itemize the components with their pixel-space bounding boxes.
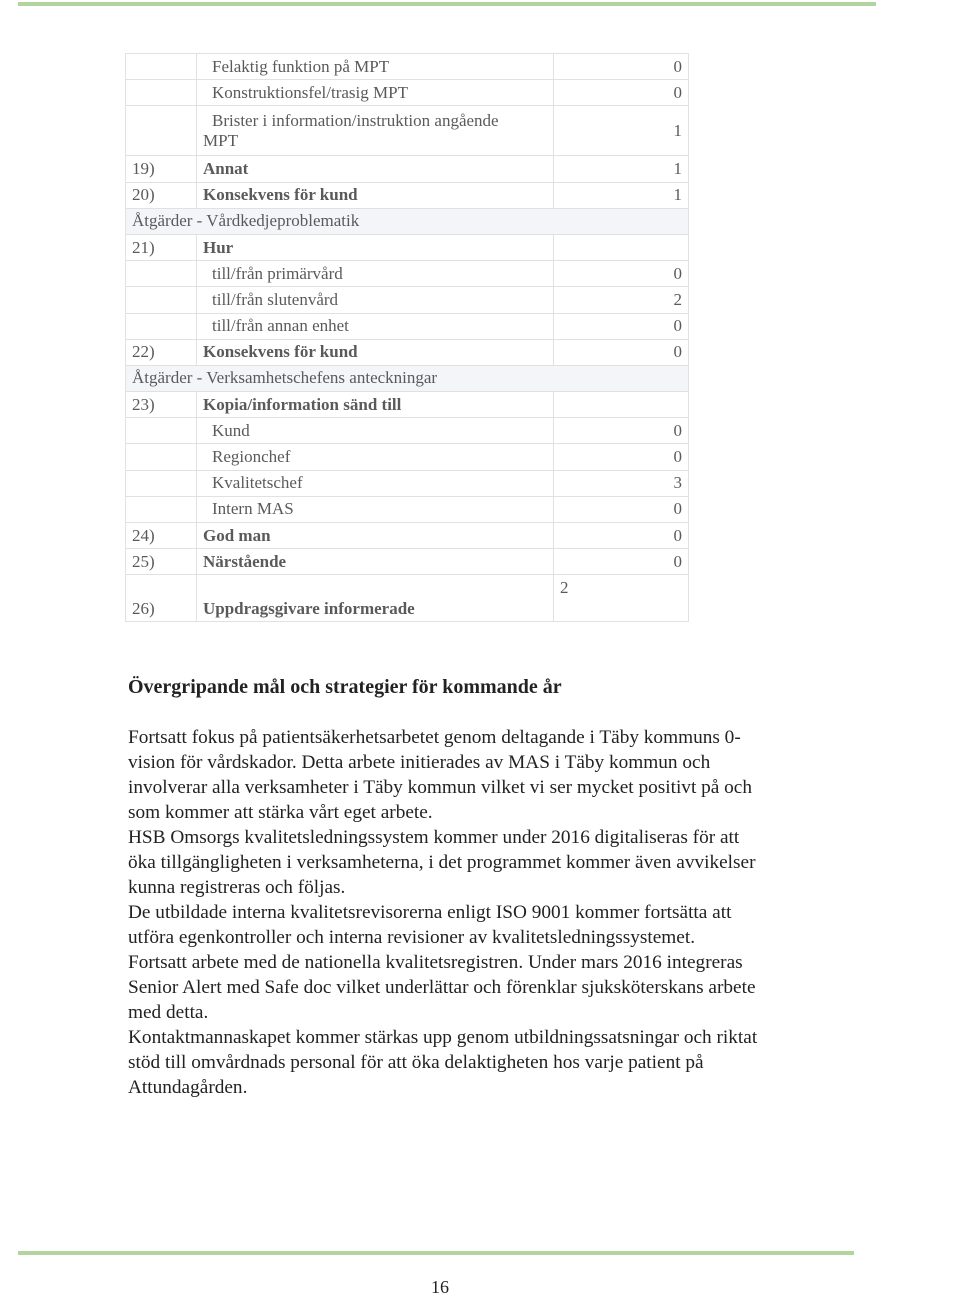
row-count: 2 [553,574,689,622]
row-number [125,496,196,522]
row-label: Kvalitetschef [196,470,553,496]
row-number: 23) [125,391,196,417]
row-count: 0 [553,313,689,339]
paragraph-quality-registers: Fortsatt arbete med de nationella kvalitetsregistren. Under mars 2016 integreras Senior Alert med Safe doc vilket underlättar och förenklar sjuksköterskans arbete med detta. [128,952,756,1023]
row-label: Intern MAS [196,496,553,522]
row-label: Konstruktionsfel/trasig MPT [196,79,553,105]
table-row [125,443,689,469]
row-label: Kopia/information sänd till [196,391,553,417]
table-row [125,417,689,443]
section-title: Åtgärder - Verksamhetschefens anteckningar [125,365,689,391]
row-label: Regionchef [196,443,553,469]
row-number [125,260,196,286]
row-count: 0 [553,53,689,79]
paragraph-quality-system: HSB Omsorgs kvalitetsledningssystem kommer under 2016 digitaliseras för att öka tillgängligheten i verksamheterna, i det programmet kommer även avvikelser kunna registreras och följas. [128,827,756,898]
row-count: 0 [553,339,689,365]
row-count: 1 [553,105,689,155]
row-label: Konsekvens för kund [196,339,553,365]
row-label: Närstående [196,548,553,574]
table-row [125,182,689,208]
row-label: Konsekvens för kund [196,182,553,208]
bottom-accent-rule [18,1251,854,1255]
table-row [125,234,689,260]
table-row [125,522,689,548]
row-number: 20) [125,182,196,208]
row-number [125,470,196,496]
row-number [125,313,196,339]
row-number [125,417,196,443]
table-row [125,548,689,574]
row-count [553,234,689,260]
paragraph-internal-audit: De utbildade interna kvalitetsrevisorerna enligt ISO 9001 kommer fortsätta att utföra egenkontroller och interna revisioner av kvalitetsledningssystemet. [128,902,732,948]
row-count: 2 [553,286,689,312]
row-count: 0 [553,417,689,443]
row-number [125,79,196,105]
table-row [125,313,689,339]
row-label: Annat [196,155,553,181]
table-row [125,79,689,105]
row-number [125,443,196,469]
row-number: 25) [125,548,196,574]
table-row [125,105,689,155]
row-count: 0 [553,260,689,286]
row-label: till/från primärvård [196,260,553,286]
row-number: 26) [125,574,196,622]
row-label [196,105,553,155]
row-label: God man [196,522,553,548]
row-number [125,105,196,155]
table-row [125,53,689,79]
row-count: 0 [553,79,689,105]
row-count: 0 [553,496,689,522]
row-label-line-1: Brister i information/instruktion angående [212,110,499,130]
top-accent-rule [18,2,876,6]
row-label: Kund [196,417,553,443]
row-number: 19) [125,155,196,181]
row-number: 21) [125,234,196,260]
table-row [125,339,689,365]
row-label: Uppdragsgivare informerade [196,574,553,622]
row-number: 24) [125,522,196,548]
row-label: till/från slutenvård [196,286,553,312]
section-title: Åtgärder - Vårdkedjeproblematik [125,208,689,234]
table-section-row [125,208,689,234]
row-count: 0 [553,522,689,548]
table-row [125,496,689,522]
paragraph-zero-vision: Fortsatt fokus på patientsäkerhetsarbetet genom deltagande i Täby kommuns 0-vision för vårdskador. Detta arbete initierades av MAS i Täby kommun och involverar alla verksamheter i Täby kommun vilket vi ser mycket positivt på och som kommer att stärka vårt eget arbete. [128,727,752,823]
deviation-report-table [125,53,689,622]
table-row [125,155,689,181]
row-count: 1 [553,182,689,208]
row-label: Felaktig funktion på MPT [196,53,553,79]
row-number [125,53,196,79]
table-row [125,260,689,286]
row-count: 0 [553,548,689,574]
row-label: Hur [196,234,553,260]
paragraph-contact-staff: Kontaktmannaskapet kommer stärkas upp genom utbildningssatsningar och riktat stöd till omvårdnads personal för att öka delaktigheten hos varje patient på Attundagården. [128,1027,758,1098]
page-number: 16 [431,1277,449,1297]
row-number [125,286,196,312]
row-count: 1 [553,155,689,181]
row-count: 3 [553,470,689,496]
row-count [553,391,689,417]
row-label: till/från annan enhet [196,313,553,339]
row-number: 22) [125,339,196,365]
row-count: 0 [553,443,689,469]
table-row [125,470,689,496]
table-row [125,391,689,417]
table-row [125,574,689,622]
section-heading: Övergripande mål och strategier för kommande år [128,676,562,698]
table-row [125,286,689,312]
row-label-line-2: MPT [203,130,238,150]
table-section-row [125,365,689,391]
strategy-body-text [128,725,768,1100]
